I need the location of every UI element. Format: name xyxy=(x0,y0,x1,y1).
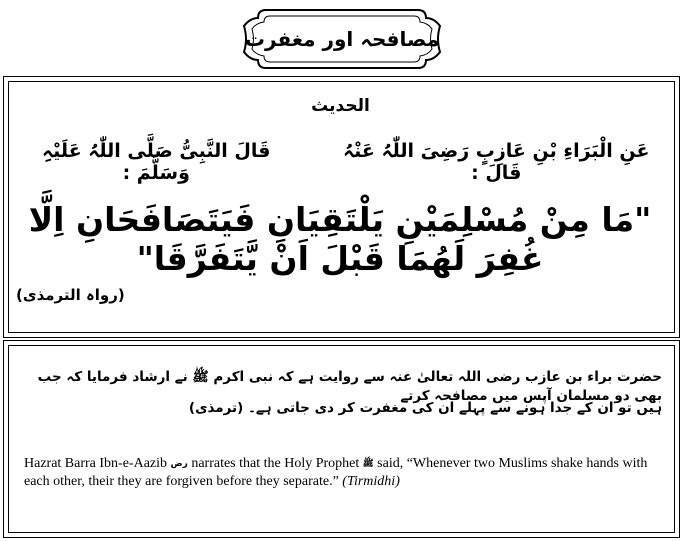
english-part-1: Hazrat Barra Ibn-e-Aazib xyxy=(24,456,168,472)
hadith-heading: الحدیث xyxy=(311,96,370,116)
hadith-reference: (رواہ الترمذی) xyxy=(16,286,125,304)
title-plaque xyxy=(236,6,448,72)
english-part-3: said, “Whenever two Muslims shake hands with each other, their they are forgiven before they separate.” xyxy=(24,456,648,490)
english-part-2: narrates that the Holy Prophet xyxy=(191,456,360,472)
ra-honorific-icon: رض xyxy=(170,459,188,469)
hadith-text: "مَا مِنْ مُسْلِمَیْنِ یَلْتَقِیَانِ فَیَتَصَافَحَانِ اِلَّا غُفِرَ لَھُمَا قَبْلَ اَنْ یَّتَفَرَّقَا" xyxy=(28,200,652,278)
page-title: مصافحہ اور مغفرت xyxy=(244,27,440,51)
narrator-line xyxy=(20,140,660,184)
urdu-translation-line-1: حضرت براء بن عازب رضی اللہ تعالیٰ عنہ سے روایت ہے کہ نبی اکرم ﷺ نے ارشاد فرمایا کہ جب بھی دو مسلمان آپس میں مصافحہ کرتے xyxy=(37,369,662,404)
english-translation xyxy=(24,455,669,491)
english-citation: (Tirmidhi) xyxy=(342,474,400,490)
narrator-text: عَنِ الْبَرَاءِ بْنِ عَازِبٍ رَضِیَ اللّٰہُ عَنْہُ قَالَ : xyxy=(342,140,650,184)
pbuh-honorific-icon: ﷺ xyxy=(362,459,374,469)
urdu-translation-line-2: ہیں تو ان کے جدا ہونے سے پہلے ان کی مغفرت کر دی جاتی ہے۔ (ترمذی) xyxy=(188,400,662,416)
prophet-said-text: قَالَ النَّبِیُّ صَلَّی اللّٰہُ عَلَیْہِ وَسَلَّمَ : xyxy=(42,140,271,184)
